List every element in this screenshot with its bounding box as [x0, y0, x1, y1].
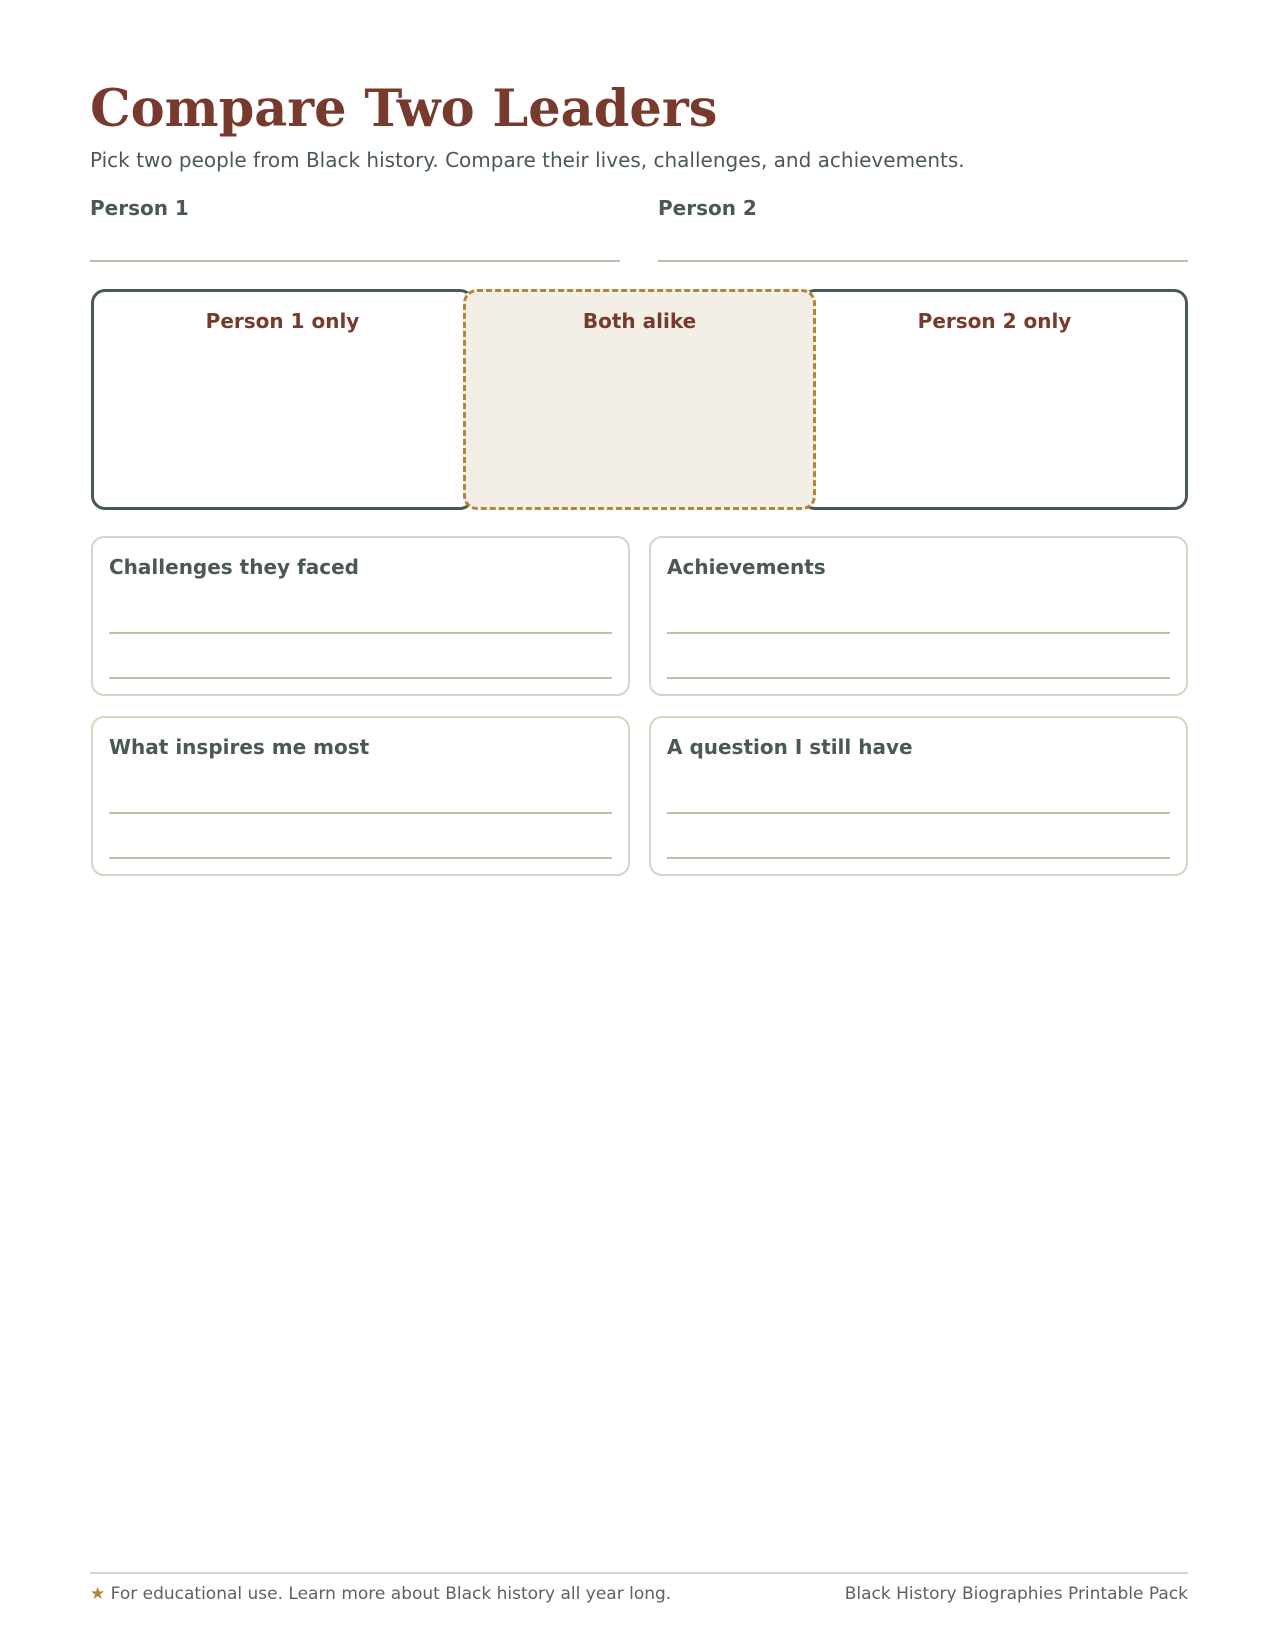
venn-both-title: Both alike [582, 309, 697, 333]
write-line[interactable] [109, 632, 612, 634]
page-subtitle: Pick two people from Black history. Compare their lives, challenges, and achievements. [90, 148, 965, 172]
write-line[interactable] [109, 677, 612, 679]
person-1-label: Person 1 [90, 196, 189, 220]
write-line[interactable] [109, 857, 612, 859]
inspires-title: What inspires me most [109, 735, 370, 759]
venn-both-alike[interactable] [463, 289, 816, 510]
person-1-name-field[interactable] [90, 195, 620, 221]
question-box[interactable] [649, 716, 1188, 876]
person-1-write-line[interactable] [90, 260, 620, 262]
venn-person-1-title: Person 1 only [205, 309, 360, 333]
venn-person-2-only[interactable] [801, 289, 1188, 510]
challenges-title: Challenges they faced [109, 555, 359, 579]
venn-person-1-only[interactable] [91, 289, 474, 510]
write-line[interactable] [667, 857, 1170, 859]
person-2-name-field[interactable] [658, 195, 1188, 221]
footer-note-text: For educational use. Learn more about Black history all year long. [110, 1584, 672, 1604]
star-icon: ★ [90, 1584, 106, 1604]
venn-person-2-title: Person 2 only [917, 309, 1072, 333]
write-line[interactable] [667, 677, 1170, 679]
person-2-write-line[interactable] [658, 260, 1188, 262]
write-line[interactable] [667, 812, 1170, 814]
write-line[interactable] [667, 632, 1170, 634]
question-title: A question I still have [667, 735, 913, 759]
write-line[interactable] [109, 812, 612, 814]
challenges-box[interactable] [91, 536, 630, 696]
achievements-title: Achievements [667, 555, 826, 579]
page-title: Compare Two Leaders [90, 79, 718, 139]
person-2-label: Person 2 [658, 196, 757, 220]
achievements-box[interactable] [649, 536, 1188, 696]
footer-divider [90, 1572, 1188, 1574]
inspires-box[interactable] [91, 716, 630, 876]
footer-note [90, 1583, 671, 1605]
footer-pack-name: Black History Biographies Printable Pack [844, 1584, 1188, 1604]
